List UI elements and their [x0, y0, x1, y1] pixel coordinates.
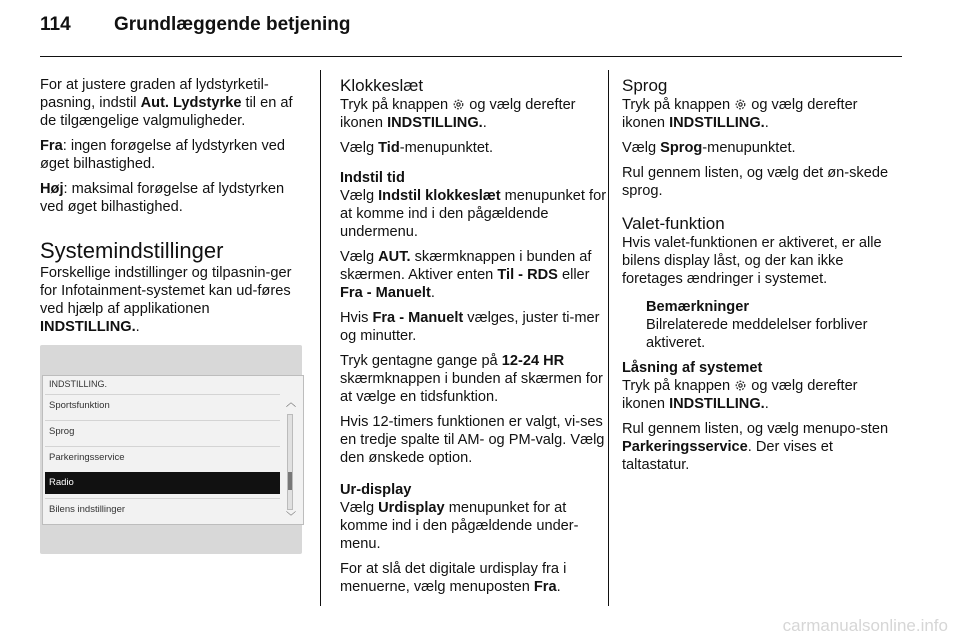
- page-header: [40, 14, 350, 36]
- paragraph: Hvis Fra - Manuelt vælges, juster ti-mer og minutter.: [340, 310, 600, 344]
- note-block: [622, 298, 904, 352]
- column-divider: [320, 70, 321, 606]
- column-divider: [608, 70, 609, 606]
- page-number: 114: [40, 14, 71, 35]
- column-3: [622, 76, 904, 481]
- section-heading: Klokkeslæt: [340, 76, 424, 95]
- paragraph: Vælg AUT. skærmknappen i bunden af skærmen. Aktiver enten Til - RDS eller Fra - Manuelt.: [340, 249, 592, 301]
- paragraph: Fra: ingen forøgelse af lydstyrken ved øget bilhastighed.: [40, 138, 285, 172]
- menu-item-selected: Radio: [45, 472, 280, 494]
- paragraph: Vælg Urdisplay menupunket for at komme ind i den pågældende under-menu.: [340, 500, 579, 552]
- menu-item: Sprog: [45, 420, 280, 442]
- watermark: carmanualsonline.info: [782, 616, 948, 635]
- header-rule: [40, 56, 902, 57]
- column-2: [340, 76, 608, 603]
- paragraph: Vælg Sprog-menupunktet.: [622, 140, 796, 156]
- subheading: Låsning af systemet: [622, 360, 763, 376]
- paragraph: Tryk på knappen og vælg derefter ikonen INDSTILLING..: [340, 97, 576, 131]
- screen-title: INDSTILLING.: [49, 379, 108, 389]
- column-1: [40, 76, 308, 343]
- paragraph: Tryk gentagne gange på 12-24 HR skærmknappen i bunden af skærmen for at vælge en tidsfunktion.: [340, 353, 603, 405]
- scrollbar-thumb: [288, 472, 292, 490]
- chevron-down-icon: ﹀: [286, 512, 296, 523]
- paragraph: For at justere graden af lydstyrketil-pasning, indstil Aut. Lydstyrke til en af de tilgængelige valgmuligheder.: [40, 77, 293, 129]
- section-heading: Sprog: [622, 76, 668, 95]
- menu-item: Sportsfunktion: [45, 394, 280, 416]
- paragraph: Forskellige indstillinger og tilpasnin-ger for Infotainment-systemet kan ud-føres ved hjælp af applikationen INDSTILLING..: [40, 265, 292, 335]
- section-heading: Systemindstillinger: [40, 238, 224, 263]
- paragraph: Rul gennem listen, og vælg det øn-skede sprog.: [622, 165, 889, 199]
- menu-item: Parkeringsservice: [45, 446, 280, 468]
- paragraph: Hvis 12-timers funktionen er valgt, vi-ses en tredje spalte til AM- og PM-valg. Vælg den ønskede option.: [340, 414, 605, 466]
- note-text: Bilrelaterede meddelelser forbliver aktiveret.: [646, 317, 868, 351]
- page-title: Grundlæggende betjening: [114, 14, 351, 35]
- paragraph: For at slå det digitale urdisplay fra i menuerne, vælg menuposten Fra.: [340, 561, 567, 595]
- scrollbar: [287, 414, 293, 510]
- subheading: Ur-display: [340, 482, 412, 498]
- section-heading: Valet-funktion: [622, 214, 725, 233]
- menu-item: Bilens indstillinger: [45, 498, 280, 520]
- paragraph: Hvis valet-funktionen er aktiveret, er alle bilens display låst, og der kan ikke foretages ændringer i systemet.: [622, 235, 882, 287]
- home-icon: [734, 98, 747, 111]
- paragraph: Tryk på knappen og vælg derefter ikonen INDSTILLING..: [622, 97, 858, 131]
- chevron-up-icon: ︿: [286, 398, 296, 409]
- settings-screenshot: [40, 345, 302, 554]
- paragraph: Tryk på knappen og vælg derefter ikonen INDSTILLING..: [622, 378, 858, 412]
- paragraph: Høj: maksimal forøgelse af lydstyrken ved øget bilhastighed.: [40, 181, 285, 215]
- home-icon: [452, 98, 465, 111]
- paragraph: Vælg Tid-menupunktet.: [340, 140, 494, 156]
- settings-screen: [42, 375, 304, 525]
- note-title: Bemærkninger: [646, 299, 749, 315]
- paragraph: Rul gennem listen, og vælg menupo-sten Parkeringsservice. Der vises et taltastatur.: [622, 421, 889, 473]
- subheading: Indstil tid: [340, 170, 405, 186]
- paragraph: Vælg Indstil klokkeslæt menupunket for at komme ind i den pågældende undermenu.: [340, 188, 607, 240]
- home-icon: [734, 379, 747, 392]
